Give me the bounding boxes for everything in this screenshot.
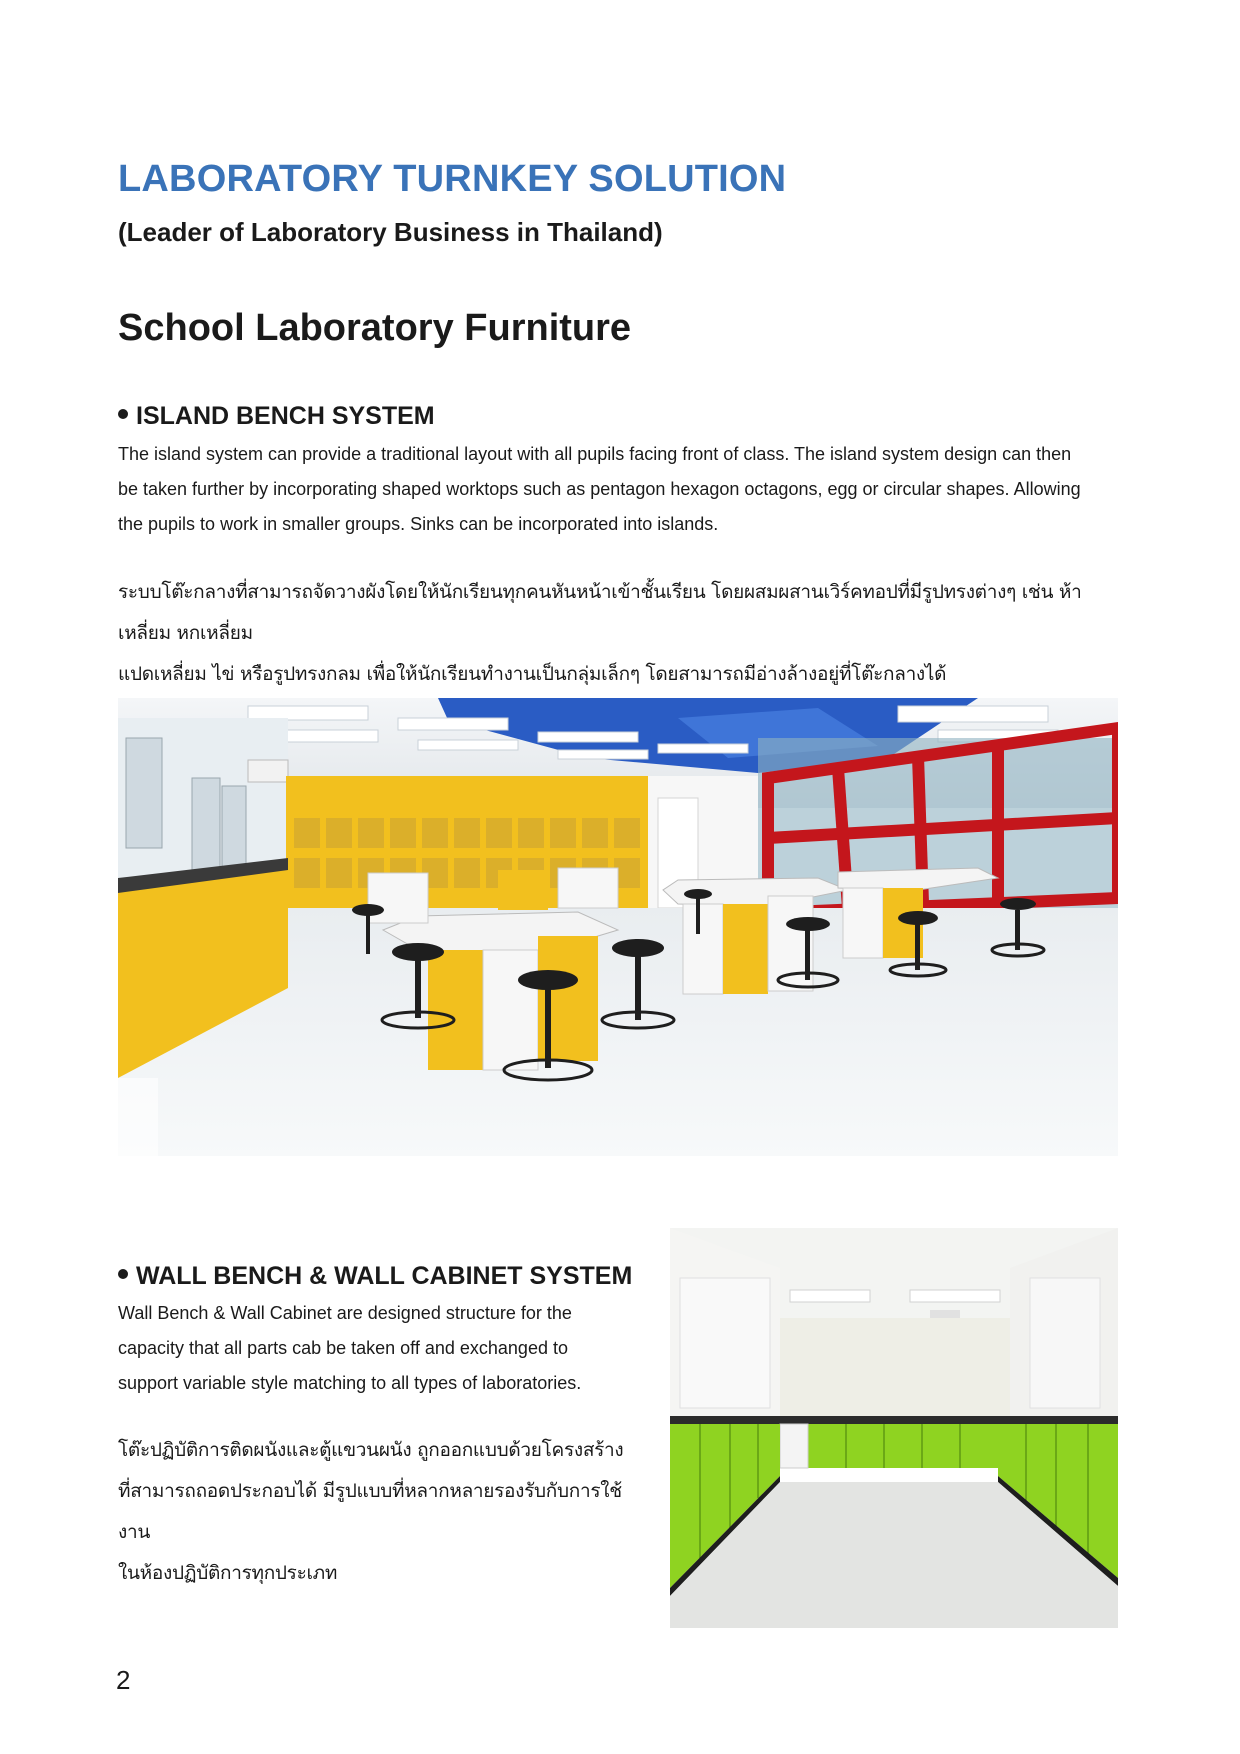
island-heading-text: ISLAND BENCH SYSTEM bbox=[136, 402, 435, 430]
island-body-th bbox=[118, 572, 1128, 695]
wall-body-en-line: support variable style matching to all types of laboratories. bbox=[118, 1373, 582, 1393]
bullet-icon bbox=[118, 409, 128, 419]
wall-body-th-line: ที่สามารถถอดประกอบได้ มีรูปแบบที่หลากหลายรองรับกับการใช้งาน bbox=[118, 1480, 622, 1543]
wall-body-en bbox=[118, 1296, 638, 1401]
island-body-en-line: the pupils to work in smaller groups. Sinks can be incorporated into islands. bbox=[118, 514, 719, 534]
page-subtitle: (Leader of Laboratory Business in Thailand) bbox=[118, 217, 663, 247]
wall-body-en-line: Wall Bench & Wall Cabinet are designed structure for the bbox=[118, 1303, 572, 1323]
island-body-en-line: be taken further by incorporating shaped worktops such as pentagon hexagon octagons, egg or circular shapes. Allowing bbox=[118, 479, 1081, 499]
page-number: 2 bbox=[116, 1665, 131, 1695]
wall-body-th bbox=[118, 1430, 648, 1594]
island-body-en-line: The island system can provide a traditional layout with all pupils facing front of class. The island system design can then bbox=[118, 444, 1072, 464]
island-heading bbox=[118, 402, 435, 431]
island-body-en bbox=[118, 437, 1128, 542]
page-title: LABORATORY TURNKEY SOLUTION bbox=[118, 158, 787, 200]
wall-body-th-line: ในห้องปฏิบัติการทุกประเภท bbox=[118, 1562, 338, 1584]
wall-bench-photo bbox=[670, 1228, 1118, 1628]
bullet-icon bbox=[118, 1269, 128, 1279]
wall-heading-text: WALL BENCH & WALL CABINET SYSTEM bbox=[136, 1262, 633, 1290]
wall-body-en-line: capacity that all parts cab be taken off and exchanged to bbox=[118, 1338, 568, 1358]
wall-body-th-line: โต๊ะปฏิบัติการติดผนังและตู้แขวนผนัง ถูกออกแบบด้วยโครงสร้าง bbox=[118, 1439, 624, 1461]
wall-heading bbox=[118, 1262, 632, 1291]
island-body-th-line: แปดเหลี่ยม ไข่ หรือรูปทรงกลม เพื่อให้นักเรียนทำงานเป็นกลุ่มเล็กๆ โดยสามารถมีอ่างล้างอยู่ที่โต๊ะกลางได้ bbox=[118, 663, 947, 685]
section-title: School Laboratory Furniture bbox=[118, 307, 632, 349]
island-body-th-line: ระบบโต๊ะกลางที่สามารถจัดวางผังโดยให้นักเรียนทุกคนหันหน้าเข้าชั้นเรียน โดยผสมผสานเวิร์คทอปที่มีรูปทรงต่างๆ เช่น ห้าเหลี่ยม หกเหลี่ยม bbox=[118, 581, 1082, 644]
island-bench-photo bbox=[118, 698, 1118, 1156]
